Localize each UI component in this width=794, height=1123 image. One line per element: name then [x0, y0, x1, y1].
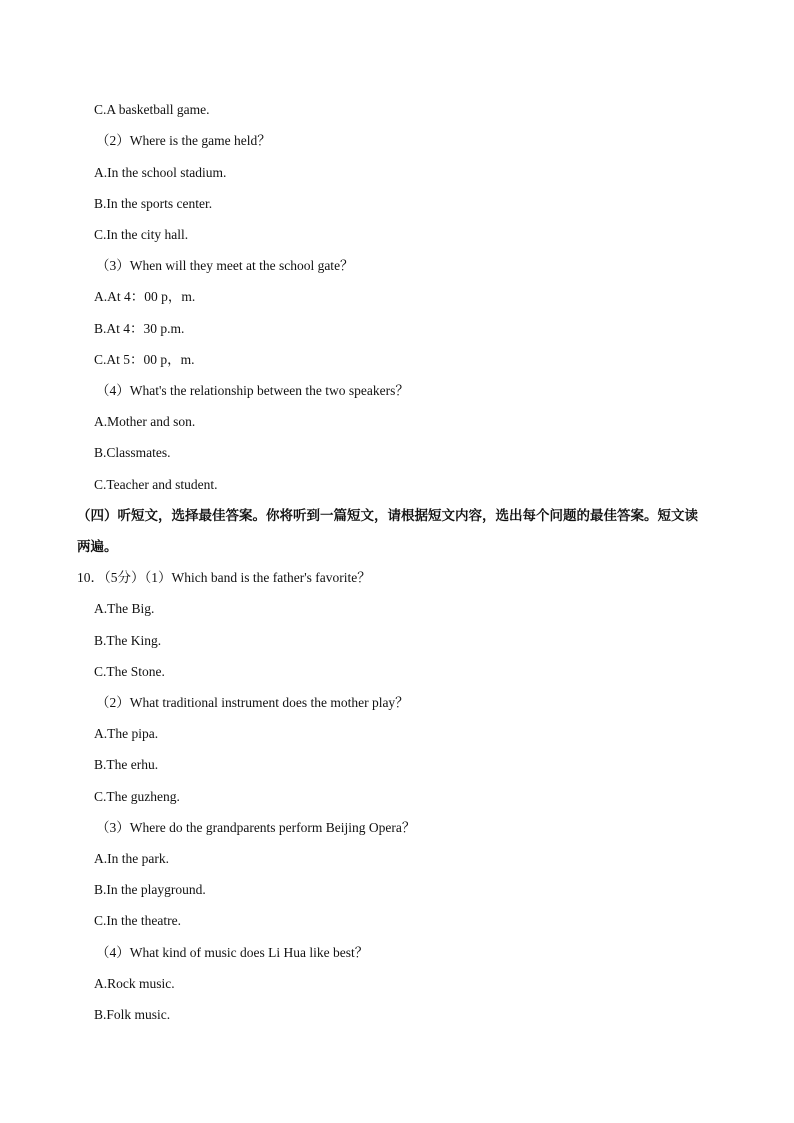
q10-option-b-4: B.Folk music.: [94, 1007, 171, 1022]
q10-option-a-1: A.The Big.: [94, 601, 155, 616]
q9-option-c-1: C.A basketball game.: [94, 102, 210, 117]
q10-option-a-2: A.The pipa.: [94, 726, 159, 741]
q10-option-c-1: C.The Stone.: [94, 664, 165, 679]
section-4-instruction-line-2: 两遍。: [77, 539, 118, 555]
q10-option-b-1: B.The King.: [94, 633, 162, 648]
q10-option-a-3: A.In the park.: [94, 851, 169, 866]
q10-subquestion-2: （2）What traditional instrument does the mother play？: [96, 695, 409, 710]
q9-option-c-2: C.In the city hall.: [94, 227, 189, 242]
q10-option-c-3: C.In the theatre.: [94, 913, 181, 928]
q9-option-a-2: A.In the school stadium.: [94, 165, 227, 180]
q9-option-b-2: B.In the sports center.: [94, 196, 213, 211]
q9-subquestion-4: （4）What's the relationship between the two speakers？: [96, 383, 409, 398]
q10-subquestion-4: （4）What kind of music does Li Hua like best？: [96, 945, 369, 960]
q9-option-a-4: A.Mother and son.: [94, 414, 196, 429]
q9-option-c-4: C.Teacher and student.: [94, 477, 218, 492]
q10-subquestion-3: （3）Where do the grandparents perform Beijing Opera？: [96, 820, 416, 835]
q10-header: 10．（5分）（1）Which band is the father's favorite？: [77, 570, 371, 585]
section-4-instruction-line-1: （四）听短文，选择最佳答案。你将听到一篇短文，请根据短文内容，选出每个问题的最佳答案。短文读: [77, 508, 698, 524]
q9-subquestion-2: （2）Where is the game held？: [96, 133, 271, 148]
q9-subquestion-3: （3）When will they meet at the school gate？: [96, 258, 354, 273]
q10-option-b-2: B.The erhu.: [94, 757, 159, 772]
q10-option-c-2: C.The guzheng.: [94, 789, 180, 804]
q9-option-c-3: C.At 5：00 p，m.: [94, 352, 195, 367]
q9-option-b-3: B.At 4：30 p.m.: [94, 321, 185, 336]
q9-option-a-3: A.At 4：00 p，m.: [94, 289, 196, 304]
q10-option-a-4: A.Rock music.: [94, 976, 175, 991]
q10-option-b-3: B.In the playground.: [94, 882, 206, 897]
q9-option-b-4: B.Classmates.: [94, 445, 171, 460]
